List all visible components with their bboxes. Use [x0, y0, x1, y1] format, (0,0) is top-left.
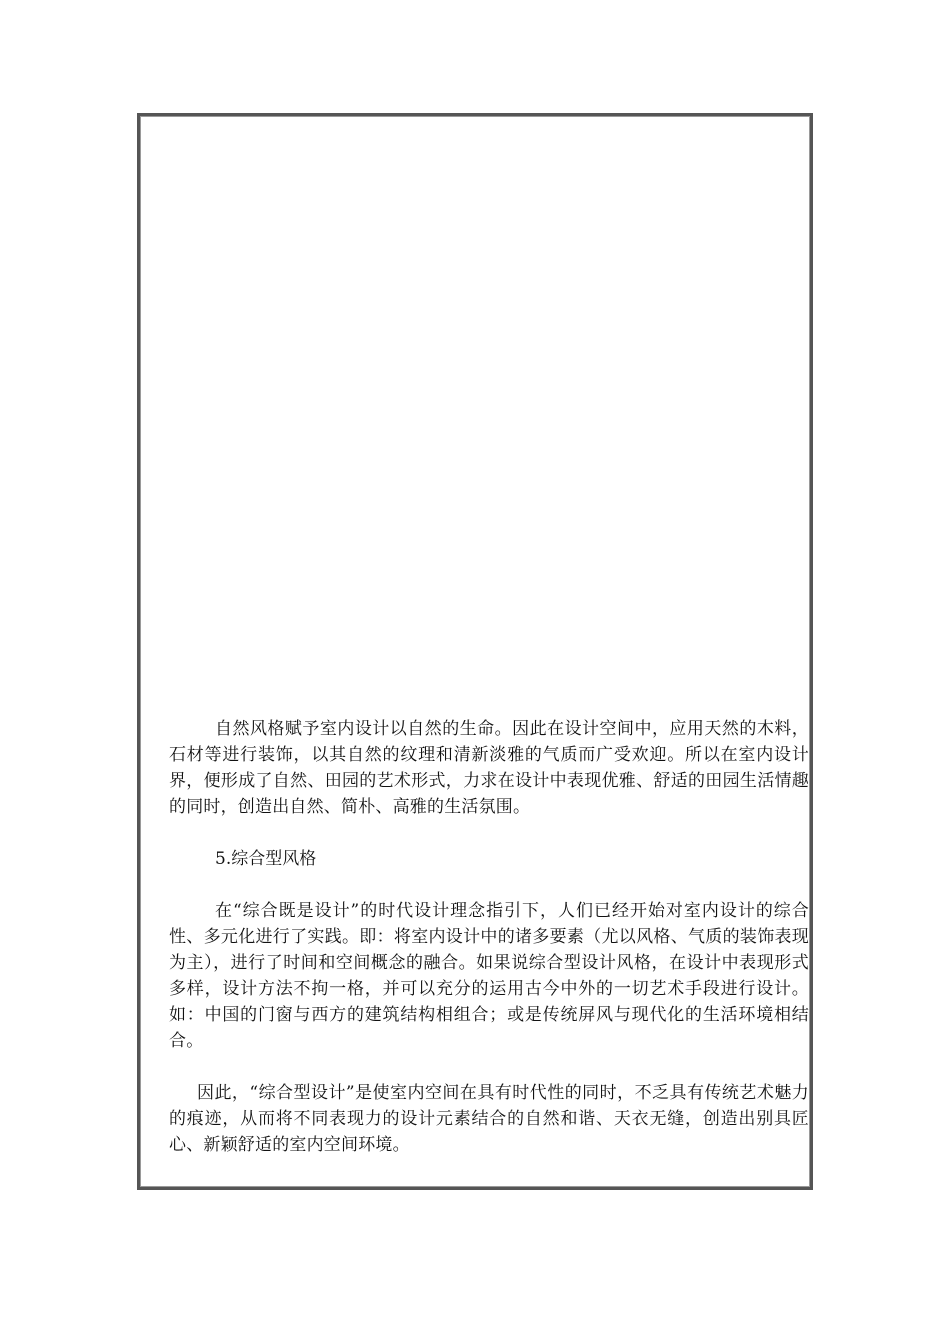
paragraph-gap [169, 872, 809, 898]
section-heading-comprehensive-style: 5.综合型风格 [215, 849, 317, 869]
paragraph-natural-style: 自然风格赋予室内设计以自然的生命。因此在设计空间中，应用天然的木料，石材等进行装饰，以其自然的纹理和清新淡雅的气质而广受欢迎。所以在室内设计界，便形成了自然、田园的艺术形式，力求在设计中表现优雅、舒适的田园生活情趣的同时，创造出自然、简朴、高雅的生活氛围。 [169, 719, 809, 817]
document-content [169, 716, 809, 1158]
paragraph-gap [169, 1054, 809, 1080]
paragraph-conclusion: 因此，“综合型设计”是使室内空间在具有时代性的同时，不乏具有传统艺术魅力的痕迹，从而将不同表现力的设计元素结合的自然和谐、天衣无缝，创造出别具匠心、新颖舒适的室内空间环境。 [169, 1083, 809, 1155]
paragraph-gap [169, 820, 809, 846]
document-frame [137, 113, 813, 1190]
paragraph-comprehensive-practice: 在“综合既是设计”的时代设计理念指引下，人们已经开始对室内设计的综合性、多元化进行了实践。即：将室内设计中的诸多要素（尤以风格、气质的装饰表现为主），进行了时间和空间概念的融合。如果说综合型设计风格，在设计中表现形式多样，设计方法不拘一格，并可以充分的运用古今中外的一切艺术手段进行设计。如：中国的门窗与西方的建筑结构相组合；或是传统屏风与现代化的生活环境相结合。 [169, 901, 809, 1051]
